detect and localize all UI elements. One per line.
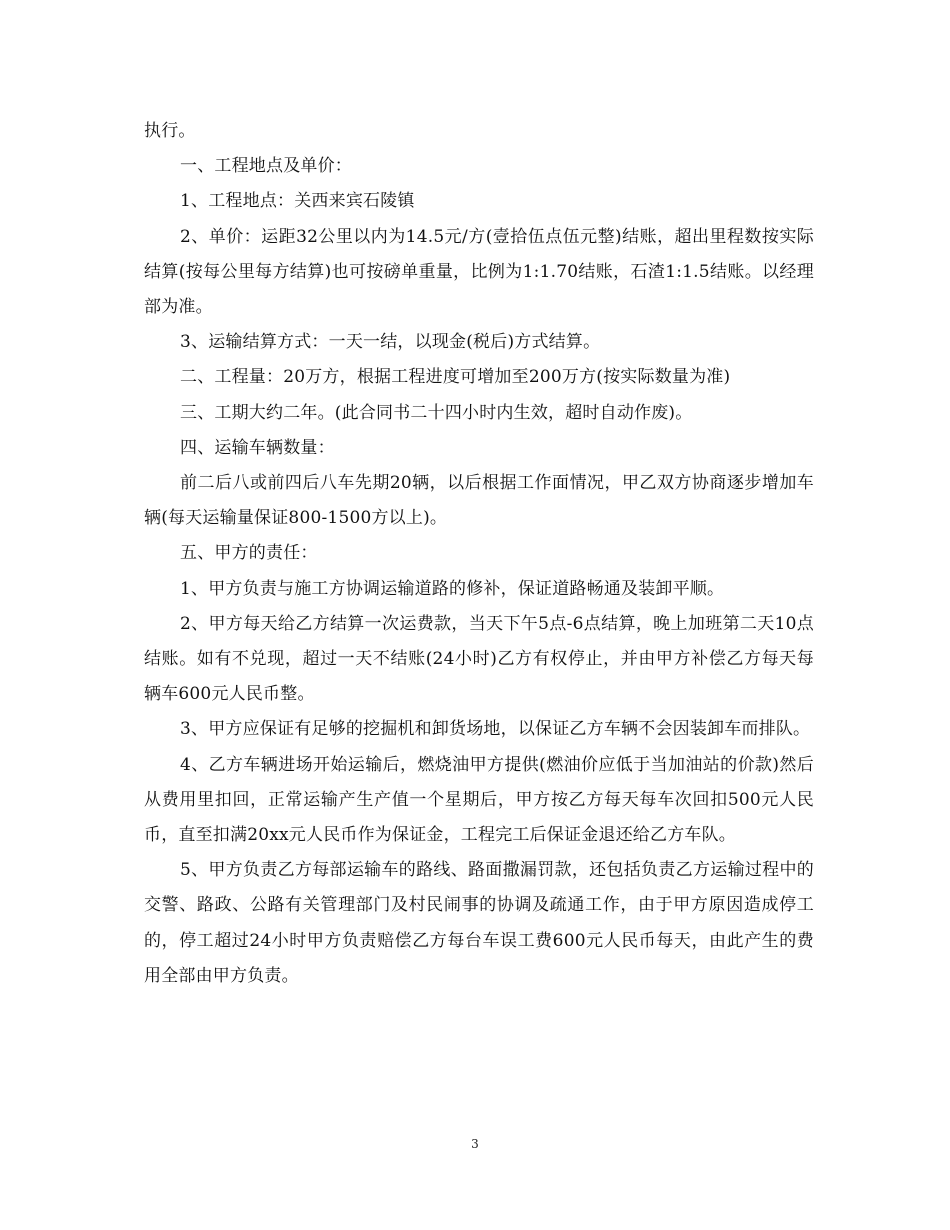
document-body: [144, 114, 814, 994]
section-heading-party-a-duties: 五、甲方的责任：: [180, 543, 318, 564]
clause-vehicle-count: 前二后八或前四后八车先期20辆，以后根据工作面情况，甲乙双方协商逐步增加车辆(每天运输量保证800-1500方以上)。: [144, 473, 814, 529]
clause-settlement-method: 3、运输结算方式：一天一结，以现金(税后)方式结算。: [180, 332, 601, 353]
section-heading-vehicles: 四、运输车辆数量：: [180, 437, 335, 458]
clause-fines-coordination: 5、甲方负责乙方每部运输车的路线、路面撒漏罚款，还包括负责乙方运输过程中的交警、路政、公路有关管理部门及村民闹事的协调及疏通工作，由于甲方原因造成停工的，停工超过24小时甲方负责赔偿乙方每台车误工费600元人民币每天，由此产生的费用全部由甲方负责。: [144, 860, 814, 986]
page-number: 3: [471, 1137, 479, 1151]
paragraph-continuation: 执行。: [144, 121, 196, 141]
clause-fuel-deposit: 4、乙方车辆进场开始运输后，燃烧油甲方提供(燃油价应低于当加油站的价款)然后从费用里扣回，正常运输产生产值一个星期后，甲方按乙方每天每车次回扣500元人民币，直至扣满20xx元人民币作为保证金，工程完工后保证金退还给乙方车队。: [144, 754, 814, 846]
clause-location: 1、工程地点：关西来宾石陵镇: [180, 191, 415, 212]
section-heading-quantity: 二、工程量：20万方，根据工程进度可增加至200万方(按实际数量为准): [180, 367, 731, 388]
section-heading-location-price: 一、工程地点及单价：: [180, 156, 352, 177]
clause-road-maintenance: 1、甲方负责与施工方协调运输道路的修补，保证道路畅通及装卸平顺。: [180, 578, 725, 599]
clause-daily-payment: 2、甲方每天给乙方结算一次运费款，当天下午5点-6点结算，晚上加班第二天10点结账。如有不兑现，超过一天不结账(24小时)乙方有权停止，并由甲方补偿乙方每天每辆车600元人民币整。: [144, 613, 814, 705]
section-heading-duration: 三、工期大约二年。(此合同书二十四小时内生效，超时自动作废)。: [180, 402, 693, 423]
clause-unit-price: 2、单价：运距32公里以内为14.5元/方(壹拾伍点伍元整)结账，超出里程数按实际结算(按每公里每方结算)也可按磅单重量，比例为1:1.70结账，石渣1:1.5结账。以经理部为准。: [144, 226, 814, 318]
clause-equipment-site: 3、甲方应保证有足够的挖掘机和卸货场地，以保证乙方车辆不会因装卸车而排队。: [180, 719, 811, 740]
